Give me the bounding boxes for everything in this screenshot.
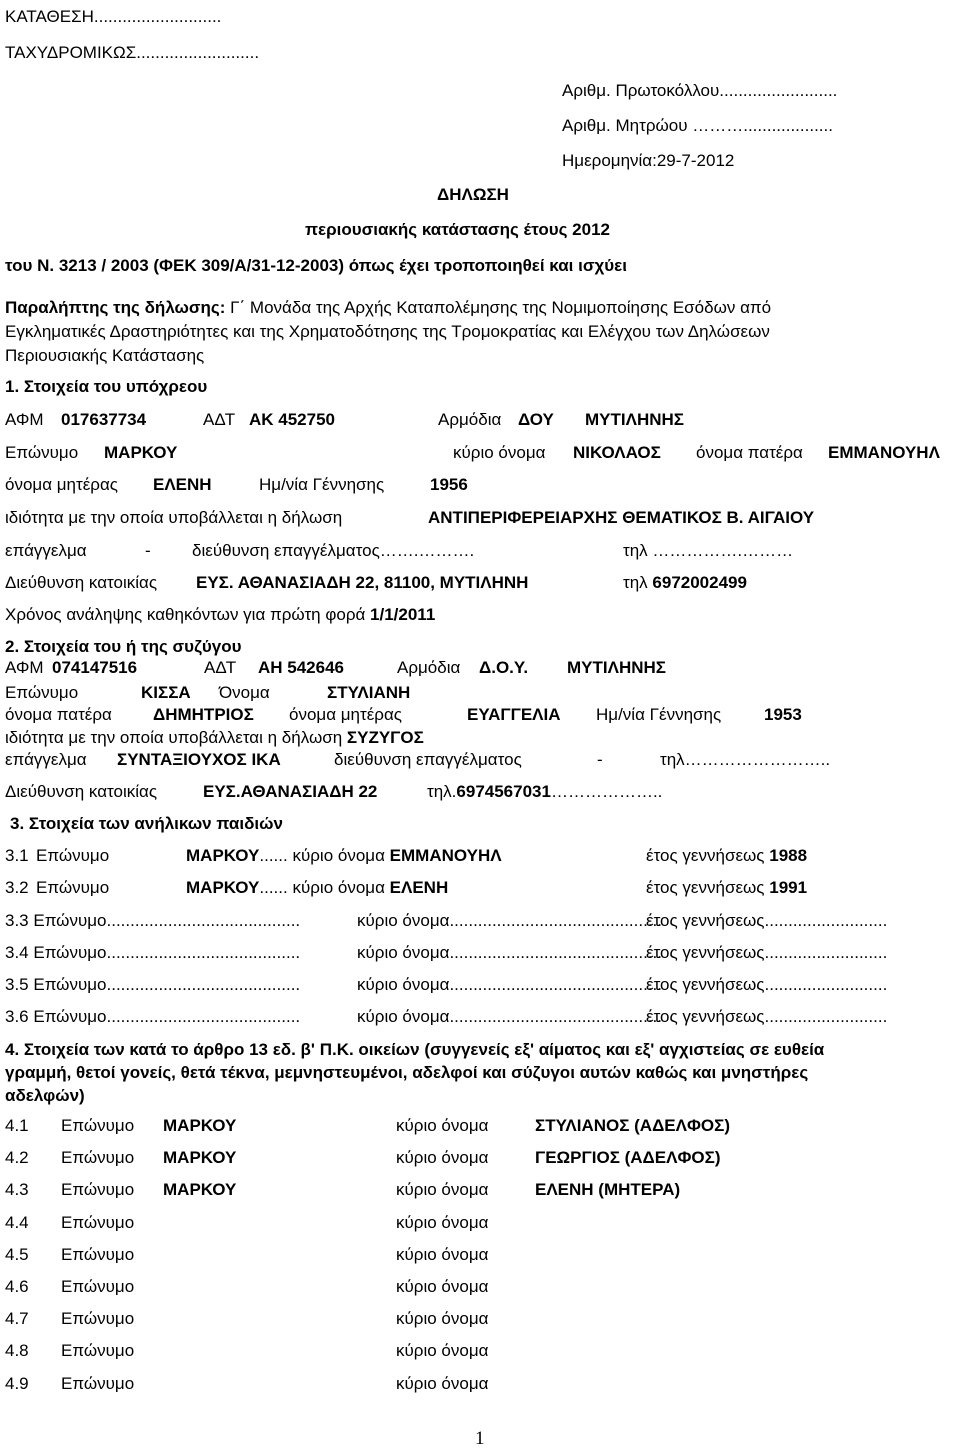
empty-child-name: κύριο όνομα............................................. [357, 911, 662, 930]
child-name-label: κύριο όνομα [292, 878, 385, 897]
relative-surname-label: Επώνυμο [61, 1341, 135, 1360]
relative-num: 4.8 [5, 1341, 29, 1360]
s2-doy-value: Δ.Ο.Υ. [479, 658, 529, 677]
s1-surname-value: ΜΑΡΚΟΥ [104, 443, 178, 462]
s1-home-value: ΕΥΣ. ΑΘΑΝΑΣΙΑΔΗ 22, 81100, ΜΥΤΙΛΗΝΗ [196, 573, 529, 592]
recipient-line-1 [5, 299, 771, 316]
s1-adt-label: ΑΔΤ [203, 410, 236, 429]
s1-home-phone-value: 6972002499 [652, 573, 747, 592]
relative-name-value: ΣΤΥΛΙΑΝΟΣ (ΑΔΕΛΦΟΣ) [535, 1116, 731, 1135]
relative-surname-label: Επώνυμο [61, 1213, 135, 1232]
s2-afm-label: ΑΦΜ [5, 658, 44, 677]
protocol-number: Αριθμ. Πρωτοκόλλου......................... [562, 81, 838, 100]
s2-birth-value: 1953 [764, 705, 802, 724]
relative-num: 4.3 [5, 1180, 29, 1199]
s2-doy-city: ΜΥΤΙΛΗΝΗΣ [567, 658, 666, 677]
s1-doy-label: Αρμόδια [438, 410, 502, 429]
s1-birth-value: 1956 [430, 475, 468, 494]
s2-home-label: Διεύθυνση κατοικίας [5, 782, 158, 801]
document-title: ΔΗΛΩΣΗ [437, 185, 509, 204]
s1-name-label: κύριο όνομα [453, 443, 546, 462]
relative-surname-value: ΜΑΡΚΟΥ [163, 1116, 237, 1135]
relative-num: 4.4 [5, 1213, 29, 1232]
s1-profession-label: επάγγελμα [5, 541, 87, 560]
section3-heading: 3. Στοιχεία των ανήλικων παιδιών [10, 814, 283, 833]
relative-name-label: κύριο όνομα [396, 1277, 489, 1296]
s2-work-address-label: διεύθυνση επαγγέλματος [334, 750, 522, 769]
s2-home-phone [427, 783, 662, 800]
s1-profession-value: - [145, 541, 151, 560]
s1-since [5, 606, 435, 623]
s1-since-value: 1/1/2011 [370, 605, 436, 624]
s2-father-label: όνομα πατέρα [5, 705, 112, 724]
s1-home-phone-label: τηλ [623, 573, 648, 592]
child-name-label: κύριο όνομα [292, 846, 385, 865]
page-number: 1 [475, 1428, 485, 1449]
empty-child-surname: 3.5 Επώνυμο......................................... [5, 975, 301, 994]
s1-adt-value: ΑΚ 452750 [249, 410, 336, 429]
empty-child-year: έτος γεννήσεως.......................... [646, 911, 888, 930]
child-surname-label: Επώνυμο [36, 878, 110, 897]
child-year-value: 1991 [769, 878, 808, 897]
child-num: 3.2 [5, 878, 29, 897]
empty-child-name: κύριο όνομα............................................. [357, 943, 662, 962]
relative-surname-label: Επώνυμο [61, 1245, 135, 1264]
recipient-label: Παραλήπτης της δήλωσης: [5, 298, 226, 317]
s1-capacity-value: ΑΝΤΙΠΕΡΙΦΕΡΕΙΑΡΧΗΣ ΘΕΜΑΤΙΚΟΣ Β. ΑΙΓΑΙΟΥ [428, 508, 815, 527]
child-num: 3.1 [5, 846, 29, 865]
relative-surname-label: Επώνυμο [61, 1148, 135, 1167]
law-reference: του Ν. 3213 / 2003 (ΦΕΚ 309/Α/31-12-2003) όπως έχει τροποποιηθεί και ισχύει [5, 256, 627, 275]
relative-name-label: κύριο όνομα [396, 1213, 489, 1232]
s1-birth-label: Ημ/νία Γέννησης [259, 475, 385, 494]
document-subtitle: περιουσιακής κατάστασης έτους 2012 [305, 220, 610, 239]
empty-child-surname: 3.4 Επώνυμο......................................... [5, 943, 301, 962]
s1-doy-city: ΜΥΤΙΛΗΝΗΣ [585, 410, 684, 429]
section4-heading-3: αδελφών) [5, 1086, 85, 1105]
empty-child-surname: 3.6 Επώνυμο......................................... [5, 1007, 301, 1026]
empty-child-year: έτος γεννήσεως.......................... [646, 975, 888, 994]
s2-surname-value: ΚΙΣΣΑ [141, 683, 191, 702]
relative-num: 4.2 [5, 1148, 29, 1167]
s1-since-label: Χρόνος ανάληψης καθηκόντων για πρώτη φορά [5, 605, 366, 624]
relative-surname-label: Επώνυμο [61, 1180, 135, 1199]
s1-work-address: διεύθυνση επαγγέλματος…….………. [192, 541, 475, 560]
recipient-text-3: Περιουσιακής Κατάστασης [5, 346, 205, 365]
relative-num: 4.7 [5, 1309, 29, 1328]
s2-name-label: Όνομα [219, 683, 270, 702]
relative-name-label: κύριο όνομα [396, 1180, 489, 1199]
relative-name-label: κύριο όνομα [396, 1341, 489, 1360]
relative-num: 4.1 [5, 1116, 29, 1135]
child-name-value: ΕΛΕΝΗ [389, 878, 449, 897]
s2-home-phone-label: τηλ. [427, 782, 457, 801]
child-year-label: έτος γεννήσεως [646, 846, 765, 865]
child-year-value: 1988 [769, 846, 808, 865]
s1-afm-value: 017637734 [61, 410, 147, 429]
s2-home-phone-value: 6974567031 [456, 782, 551, 801]
s2-profession-value: ΣΥΝΤΑΞΙΟΥΧΟΣ ΙΚΑ [117, 750, 281, 769]
declaration-date: Ημερομηνία:29-7-2012 [562, 151, 735, 170]
s2-surname-label: Επώνυμο [5, 683, 79, 702]
relative-num: 4.9 [5, 1374, 29, 1393]
s1-home-label: Διεύθυνση κατοικίας [5, 573, 158, 592]
empty-child-name: κύριο όνομα............................................. [357, 975, 662, 994]
relative-surname-label: Επώνυμο [61, 1277, 135, 1296]
relative-name-label: κύριο όνομα [396, 1245, 489, 1264]
child-surname-label: Επώνυμο [36, 846, 110, 865]
child-surname [186, 847, 502, 864]
s2-capacity [5, 729, 424, 746]
s1-afm-label: ΑΦΜ [5, 410, 44, 429]
s2-doy-label: Αρμόδια [397, 658, 461, 677]
relative-surname-label: Επώνυμο [61, 1309, 135, 1328]
s2-adt-label: ΑΔΤ [204, 658, 237, 677]
relative-surname-value: ΜΑΡΚΟΥ [163, 1148, 237, 1167]
recipient-text-1: Γ΄ Μονάδα της Αρχής Καταπολέμησης της Νομιμοποίησης Εσόδων από [225, 298, 772, 317]
s2-mother-value: ΕΥΑΓΓΕΛΙΑ [467, 705, 561, 724]
s2-afm-value: 074147516 [52, 658, 138, 677]
s1-mother-label: όνομα μητέρας [5, 475, 118, 494]
taxydromikos-line: ΤΑΧΥΔΡΟΜΙΚΩΣ.......................... [5, 43, 260, 62]
relative-name-value: ΓΕΩΡΓΙΟΣ (ΑΔΕΛΦΟΣ) [535, 1148, 721, 1167]
s1-work-phone: τηλ …………….……… [623, 541, 794, 560]
s1-name-value: ΝΙΚΟΛΑΟΣ [573, 443, 661, 462]
empty-child-year: έτος γεννήσεως.......................... [646, 943, 888, 962]
s1-home-phone [623, 574, 747, 591]
empty-child-year: έτος γεννήσεως.......................... [646, 1007, 888, 1026]
empty-child-name: κύριο όνομα............................................. [357, 1007, 662, 1026]
s1-father-value: ΕΜΜΑΝΟΥΗΛ [828, 443, 940, 462]
relative-name-value: ΕΛΕΝΗ (ΜΗΤΕΡΑ) [535, 1180, 681, 1199]
child-year [646, 847, 807, 864]
s2-capacity-label: ιδιότητα με την οποία υποβάλλεται η δήλωση [5, 728, 343, 747]
relative-surname-value: ΜΑΡΚΟΥ [163, 1180, 237, 1199]
child-dots: ...... [259, 878, 288, 897]
s2-birth-label: Ημ/νία Γέννησης [596, 705, 722, 724]
child-surname [186, 879, 448, 896]
empty-child-surname: 3.3 Επώνυμο......................................... [5, 911, 301, 930]
child-surname-value: ΜΑΡΚΟΥ [186, 878, 260, 897]
s1-surname-label: Επώνυμο [5, 443, 79, 462]
relative-num: 4.6 [5, 1277, 29, 1296]
child-year [646, 879, 807, 896]
child-dots: ...... [259, 846, 288, 865]
relative-name-label: κύριο όνομα [396, 1116, 489, 1135]
section1-heading: 1. Στοιχεία του υπόχρεου [5, 377, 208, 396]
registry-number: Αριθμ. Μητρώου ………................... [562, 116, 833, 135]
recipient-text-2: Εγκληματικές Δραστηριότητες και της Χρηματοδότησης της Τρομοκρατίας και Ελέγχου των Δηλώσεων [5, 322, 770, 341]
s2-home-phone-dots: ……………….. [550, 782, 663, 801]
child-name-value: ΕΜΜΑΝΟΥΗΛ [389, 846, 502, 865]
s2-profession-label: επάγγελμα [5, 750, 87, 769]
relative-num: 4.5 [5, 1245, 29, 1264]
s1-father-label: όνομα πατέρα [696, 443, 803, 462]
section4-heading-1: 4. Στοιχεία των κατά το άρθρο 13 εδ. β' Π.Κ. οικείων (συγγενείς εξ' αίματος και εξ' αγχιστείας σε ευθεία [5, 1040, 825, 1059]
relative-name-label: κύριο όνομα [396, 1148, 489, 1167]
relative-name-label: κύριο όνομα [396, 1309, 489, 1328]
child-surname-value: ΜΑΡΚΟΥ [186, 846, 260, 865]
s2-home-value: ΕΥΣ.ΑΘΑΝΑΣΙΑΔΗ 22 [203, 782, 378, 801]
s2-work-address-value: - [597, 750, 603, 769]
s2-work-phone: τηλ…………………….. [660, 750, 831, 769]
s1-mother-value: ΕΛΕΝΗ [153, 475, 212, 494]
s2-capacity-value: ΣΥΖΥΓΟΣ [346, 728, 424, 747]
s1-capacity-label: ιδιότητα με την οποία υποβάλλεται η δήλωση [5, 508, 343, 527]
s2-adt-value: ΑΗ 542646 [258, 658, 345, 677]
section4-heading-2: γραμμή, θετοί γονείς, θετά τέκνα, μεμνηστευμένοι, αδελφοί και σύζυγοι αυτών καθώς και μνηστήρες [5, 1063, 809, 1082]
section2-heading: 2. Στοιχεία του ή της συζύγου [5, 637, 242, 656]
s1-doy-value: ΔΟΥ [518, 410, 554, 429]
relative-surname-label: Επώνυμο [61, 1116, 135, 1135]
relative-name-label: κύριο όνομα [396, 1374, 489, 1393]
s2-name-value: ΣΤΥΛΙΑΝΗ [327, 683, 411, 702]
s2-mother-label: όνομα μητέρας [289, 705, 402, 724]
relative-surname-label: Επώνυμο [61, 1374, 135, 1393]
katathesi-line: ΚΑΤΑΘΕΣΗ........................... [5, 7, 222, 26]
s2-father-value: ΔΗΜΗΤΡΙΟΣ [153, 705, 254, 724]
child-year-label: έτος γεννήσεως [646, 878, 765, 897]
